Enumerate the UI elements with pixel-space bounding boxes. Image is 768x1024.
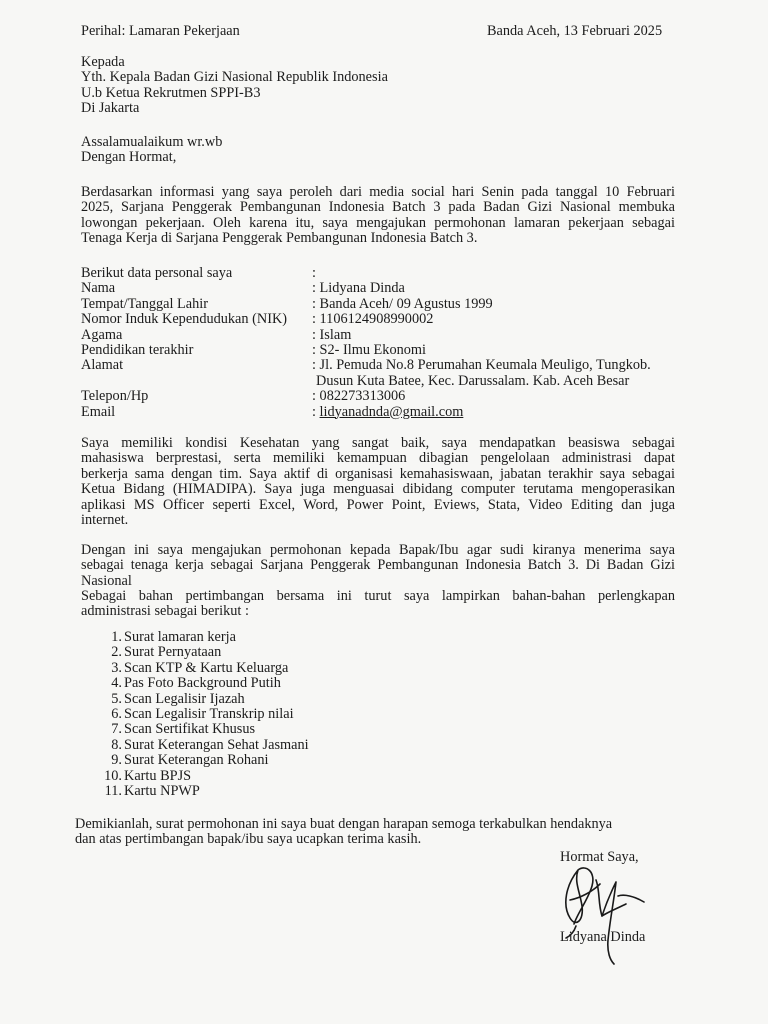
signoff: Hormat Saya, — [560, 849, 639, 865]
list-number: 4. — [111, 675, 122, 692]
attachments-list — [81, 630, 481, 799]
paragraph-line: Nasional — [81, 572, 132, 589]
data-label: Nama — [81, 280, 116, 297]
data-value: : Jl. Pemuda No.8 Perumahan Keumala Meuligo, Tungkob. — [312, 357, 651, 374]
list-item — [81, 738, 481, 753]
list-text: Scan KTP & Kartu Keluarga — [124, 659, 289, 676]
list-number: 9. — [111, 752, 122, 769]
recipient-line: Kepada — [81, 54, 125, 70]
paragraph-line: Tenaga Kerja di Sarjana Penggerak Pembangunan Indonesia Batch 3. — [81, 230, 478, 247]
list-item — [81, 784, 481, 799]
data-row — [81, 328, 681, 343]
list-number: 3. — [111, 659, 122, 676]
paragraph-line: lowongan pekerjaan. Oleh karena itu, saya mengajukan permohonan lamaran pekerjaan sebagai — [81, 214, 675, 231]
list-text: Pas Foto Background Putih — [124, 675, 281, 692]
list-item — [81, 692, 481, 707]
data-label: Agama — [81, 326, 123, 343]
place-date: Banda Aceh, 13 Februari 2025 — [487, 23, 663, 39]
list-number: 2. — [111, 644, 122, 661]
list-text: Scan Legalisir Transkrip nilai — [124, 705, 294, 722]
data-label: Pendidikan terakhir — [81, 341, 194, 358]
data-label: Alamat — [81, 357, 124, 374]
email-prefix: : — [312, 403, 320, 420]
list-item — [81, 661, 481, 676]
data-row-email — [81, 405, 681, 420]
data-value: Dusun Kuta Batee, Kec. Darussalam. Kab. Aceh Besar — [316, 372, 630, 389]
list-text: Surat lamaran kerja — [124, 629, 236, 645]
list-item — [81, 645, 481, 660]
data-row — [81, 281, 681, 296]
paragraph-line: aplikasi MS Officer seperti Excel, Word, Power Point, Eviews, Stata, Video Editing dan juga — [81, 496, 675, 513]
recipient-line: Di Jakarta — [81, 100, 140, 117]
intro-paragraph — [81, 185, 675, 247]
data-row — [81, 297, 681, 312]
data-value: : Banda Aceh/ 09 Agustus 1999 — [312, 295, 493, 312]
list-text: Scan Legalisir Ijazah — [124, 690, 245, 707]
data-row — [81, 343, 681, 358]
skills-paragraph — [81, 436, 675, 528]
paragraph-line: berkerja sama dengan tim. Saya aktif di organisasi kemahasiswaan, jabatan terakhir saya sebagai — [81, 465, 675, 482]
list-number: 8. — [111, 736, 122, 753]
data-value: : S2- Ilmu Ekonomi — [312, 341, 426, 358]
list-number: 7. — [111, 721, 122, 738]
list-text: Scan Sertifikat Khusus — [124, 721, 256, 738]
list-item — [81, 722, 481, 737]
paragraph-line: mahasiswa berprestasi, serta memiliki kemampuan dibagian pengelolaan administrasi dapat — [81, 450, 675, 467]
data-label: Email — [81, 403, 116, 420]
data-row — [81, 389, 681, 404]
signature-image — [556, 860, 656, 966]
list-text: Kartu NPWP — [124, 782, 200, 799]
email-link[interactable]: lidyanadnda@gmail.com — [319, 403, 464, 420]
paragraph-line: administrasi sebagai berikut : — [81, 603, 249, 620]
paragraph-line: Saya memiliki kondisi Kesehatan yang sangat baik, saya mendapatkan beasiswa sebagai — [81, 435, 675, 451]
personal-data-heading-colon: : — [312, 265, 316, 281]
list-number: 5. — [111, 690, 122, 707]
recipient-line: Yth. Kepala Badan Gizi Nasional Republik Indonesia — [81, 69, 388, 86]
request-paragraph — [81, 543, 675, 589]
paragraph-line: 2025, Sarjana Penggerak Pembangunan Indonesia Batch 3 pada Badan Gizi Nasional membuka — [81, 199, 675, 216]
list-number: 1. — [111, 629, 122, 645]
list-item — [81, 630, 481, 645]
list-item — [81, 707, 481, 722]
list-text: Surat Pernyataan — [124, 644, 222, 661]
paragraph-line: Berdasarkan informasi yang saya peroleh dari media social hari Senin pada tanggal 10 Februari — [81, 184, 675, 200]
data-row — [81, 358, 681, 373]
list-text: Kartu BPJS — [124, 767, 192, 784]
paragraph-line: Dengan ini saya mengajukan permohonan kepada Bapak/Ibu agar sudi kiranya menerima saya — [81, 542, 675, 558]
data-value: : 1106124908990002 — [312, 311, 434, 328]
personal-data-heading — [81, 266, 681, 281]
paragraph-line: internet. — [81, 512, 129, 529]
greeting-line: Dengan Hormat, — [81, 149, 177, 166]
closing-paragraph — [75, 817, 612, 848]
greeting-block — [81, 135, 222, 166]
list-item — [81, 753, 481, 768]
data-value: : 082273313006 — [312, 388, 406, 405]
data-value: : Islam — [312, 326, 352, 343]
list-item — [81, 676, 481, 691]
list-text: Surat Keterangan Rohani — [124, 752, 269, 769]
paragraph-line: dan atas pertimbangan bapak/ibu saya ucapkan terima kasih. — [75, 831, 422, 848]
list-item — [81, 769, 481, 784]
paragraph-line: Demikianlah, surat permohonan ini saya buat dengan harapan semoga terkabulkan hendaknya — [75, 816, 613, 832]
recipient-line: U.b Ketua Rekrutmen SPPI-B3 — [81, 84, 261, 101]
list-number: 10. — [104, 767, 122, 784]
personal-data-table — [81, 266, 681, 420]
paragraph-line: sebagai tenaga kerja sebagai Sarjana Penggerak Pembangunan Indonesia Batch 3. Di Badan Gizi — [81, 557, 675, 574]
paragraph-line: Ketua Bidang (HIMADIPA). Saya juga menguasai dibidang computer terutama mengoperasikan — [81, 481, 675, 498]
data-row — [81, 312, 681, 327]
recipient-block — [81, 55, 388, 117]
data-label: Nomor Induk Kependudukan (NIK) — [81, 311, 288, 328]
personal-data-heading-label: Berikut data personal saya — [81, 265, 233, 281]
data-value: : Lidyana Dinda — [312, 280, 405, 297]
attachments-intro — [81, 589, 675, 620]
paragraph-line: Sebagai bahan pertimbangan bersama ini turut saya lampirkan bahan-bahan perlengkapan — [81, 588, 675, 604]
list-number: 6. — [111, 705, 122, 722]
list-number: 11. — [104, 782, 122, 799]
data-label: Tempat/Tanggal Lahir — [81, 295, 209, 312]
subject-line: Perihal: Lamaran Pekerjaan — [81, 23, 240, 39]
data-label: Telepon/Hp — [81, 388, 149, 405]
greeting-line: Assalamualaikum wr.wb — [81, 134, 223, 150]
signer-name: Lidyana Dinda — [560, 929, 646, 945]
data-value — [312, 405, 463, 420]
data-row — [81, 374, 681, 389]
list-text: Surat Keterangan Sehat Jasmani — [124, 736, 309, 753]
